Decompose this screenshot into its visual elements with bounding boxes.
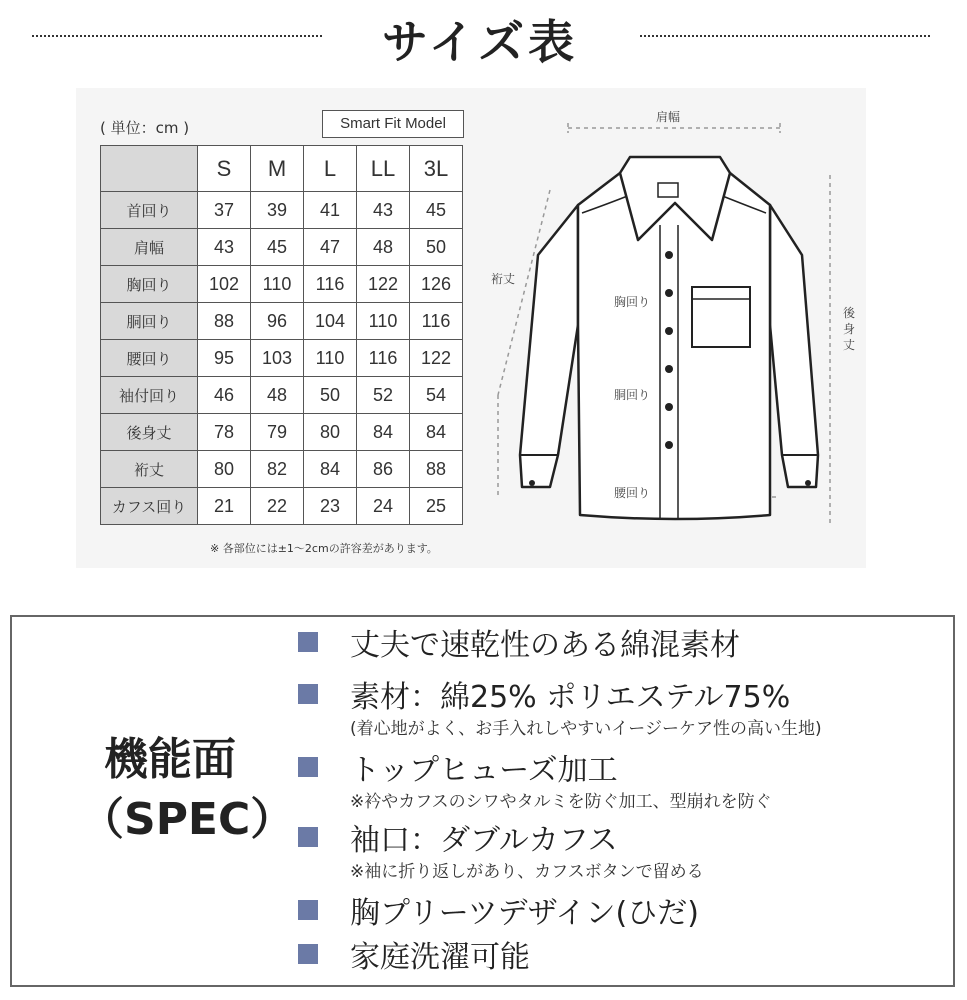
label-chest: 胸回り xyxy=(614,295,651,309)
label-back-length-char: 丈 xyxy=(842,338,855,352)
unit-label: ( 単位：cm ) xyxy=(100,119,190,137)
table-cell: 88 xyxy=(410,451,463,488)
row-label: 裄丈 xyxy=(101,451,198,488)
table-cell: 46 xyxy=(198,377,251,414)
table-cell: 88 xyxy=(198,303,251,340)
table-cell: 45 xyxy=(251,229,304,266)
table-cell: 80 xyxy=(304,414,357,451)
table-cell: 82 xyxy=(251,451,304,488)
tolerance-note: ※ 各部位には±1〜2cmの許容差があります。 xyxy=(210,542,438,555)
table-cell: 84 xyxy=(357,414,410,451)
row-label: 首回り xyxy=(101,192,198,229)
spec-item-note: ※衿やカフスのシワやタルミを防ぐ加工、型崩れを防ぐ xyxy=(350,792,772,812)
table-cell: 103 xyxy=(251,340,304,377)
table-row xyxy=(101,303,463,340)
table-cell: 84 xyxy=(410,414,463,451)
table-cell: 104 xyxy=(304,303,357,340)
table-row xyxy=(101,377,463,414)
row-label: 胴回り xyxy=(101,303,198,340)
table-cell: 21 xyxy=(198,488,251,525)
table-cell: 95 xyxy=(198,340,251,377)
table-cell: 37 xyxy=(198,192,251,229)
size-header-row xyxy=(101,146,463,192)
row-label: 肩幅 xyxy=(101,229,198,266)
row-label: 腰回り xyxy=(101,340,198,377)
size-header: LL xyxy=(357,146,410,192)
label-sleeve: 裄丈 xyxy=(491,272,516,286)
table-row xyxy=(101,451,463,488)
title-divider-left xyxy=(32,35,322,37)
table-row xyxy=(101,340,463,377)
label-back-length-char: 後 xyxy=(842,306,855,320)
table-cell: 50 xyxy=(304,377,357,414)
spec-item-text: 素材：綿25% ポリエステル75% xyxy=(350,680,791,715)
table-cell: 43 xyxy=(198,229,251,266)
table-cell: 25 xyxy=(410,488,463,525)
table-row xyxy=(101,266,463,303)
size-header: S xyxy=(198,146,251,192)
table-cell: 110 xyxy=(357,303,410,340)
square-bullet-icon xyxy=(298,827,318,847)
table-cell: 122 xyxy=(410,340,463,377)
size-table xyxy=(100,145,463,525)
spec-item-text: トップヒューズ加工 xyxy=(350,753,618,788)
spec-item-text: 家庭洗濯可能 xyxy=(350,940,530,975)
table-cell: 84 xyxy=(304,451,357,488)
square-bullet-icon xyxy=(298,944,318,964)
table-cell: 43 xyxy=(357,192,410,229)
table-cell: 122 xyxy=(357,266,410,303)
table-cell: 96 xyxy=(251,303,304,340)
title-row xyxy=(0,0,967,70)
table-cell: 80 xyxy=(198,451,251,488)
spec-item-note: (着心地がよく、お手入れしやすいイージーケア性の高い生地) xyxy=(350,719,822,739)
size-header: L xyxy=(304,146,357,192)
table-corner xyxy=(101,146,198,192)
table-cell: 54 xyxy=(410,377,463,414)
table-row xyxy=(101,229,463,266)
shirt-diagram xyxy=(480,95,860,555)
table-cell: 47 xyxy=(304,229,357,266)
row-label: カフス回り xyxy=(101,488,198,525)
row-label: 袖付回り xyxy=(101,377,198,414)
table-cell: 110 xyxy=(304,340,357,377)
table-cell: 116 xyxy=(410,303,463,340)
table-cell: 41 xyxy=(304,192,357,229)
spec-item-note: ※袖に折り返しがあり、カフスボタンで留める xyxy=(350,862,704,882)
label-back-length xyxy=(842,305,856,353)
spec-item-text: 袖口：ダブルカフス xyxy=(350,823,618,858)
square-bullet-icon xyxy=(298,757,318,777)
table-cell: 48 xyxy=(357,229,410,266)
table-cell: 45 xyxy=(410,192,463,229)
table-cell: 50 xyxy=(410,229,463,266)
table-cell: 23 xyxy=(304,488,357,525)
table-cell: 24 xyxy=(357,488,410,525)
spec-item-text: 胸プリーツデザイン(ひだ) xyxy=(350,896,699,931)
table-cell: 78 xyxy=(198,414,251,451)
label-back-length-char: 身 xyxy=(842,322,855,336)
spec-title-line: （SPEC） xyxy=(80,794,295,845)
table-cell: 110 xyxy=(251,266,304,303)
square-bullet-icon xyxy=(298,900,318,920)
label-waist: 胴回り xyxy=(614,388,651,402)
spec-title xyxy=(80,730,295,850)
row-label: 胸回り xyxy=(101,266,198,303)
spec-item-text: 丈夫で速乾性のある綿混素材 xyxy=(350,628,740,663)
table-cell: 116 xyxy=(357,340,410,377)
spec-title-line: 機能面 xyxy=(104,734,236,785)
table-cell: 116 xyxy=(304,266,357,303)
table-cell: 48 xyxy=(251,377,304,414)
table-row xyxy=(101,488,463,525)
row-label: 後身丈 xyxy=(101,414,198,451)
title-divider-right xyxy=(640,35,930,37)
label-shoulder: 肩幅 xyxy=(656,110,681,124)
square-bullet-icon xyxy=(298,632,318,652)
table-row xyxy=(101,192,463,229)
size-header: 3L xyxy=(410,146,463,192)
table-cell: 22 xyxy=(251,488,304,525)
label-hip: 腰回り xyxy=(614,486,651,500)
table-cell: 102 xyxy=(198,266,251,303)
table-row xyxy=(101,414,463,451)
table-cell: 86 xyxy=(357,451,410,488)
page-title: サイズ表 xyxy=(381,15,579,69)
table-cell: 79 xyxy=(251,414,304,451)
table-cell: 126 xyxy=(410,266,463,303)
table-cell: 39 xyxy=(251,192,304,229)
size-header: M xyxy=(251,146,304,192)
table-cell: 52 xyxy=(357,377,410,414)
model-label: Smart Fit Model xyxy=(322,110,464,138)
square-bullet-icon xyxy=(298,684,318,704)
